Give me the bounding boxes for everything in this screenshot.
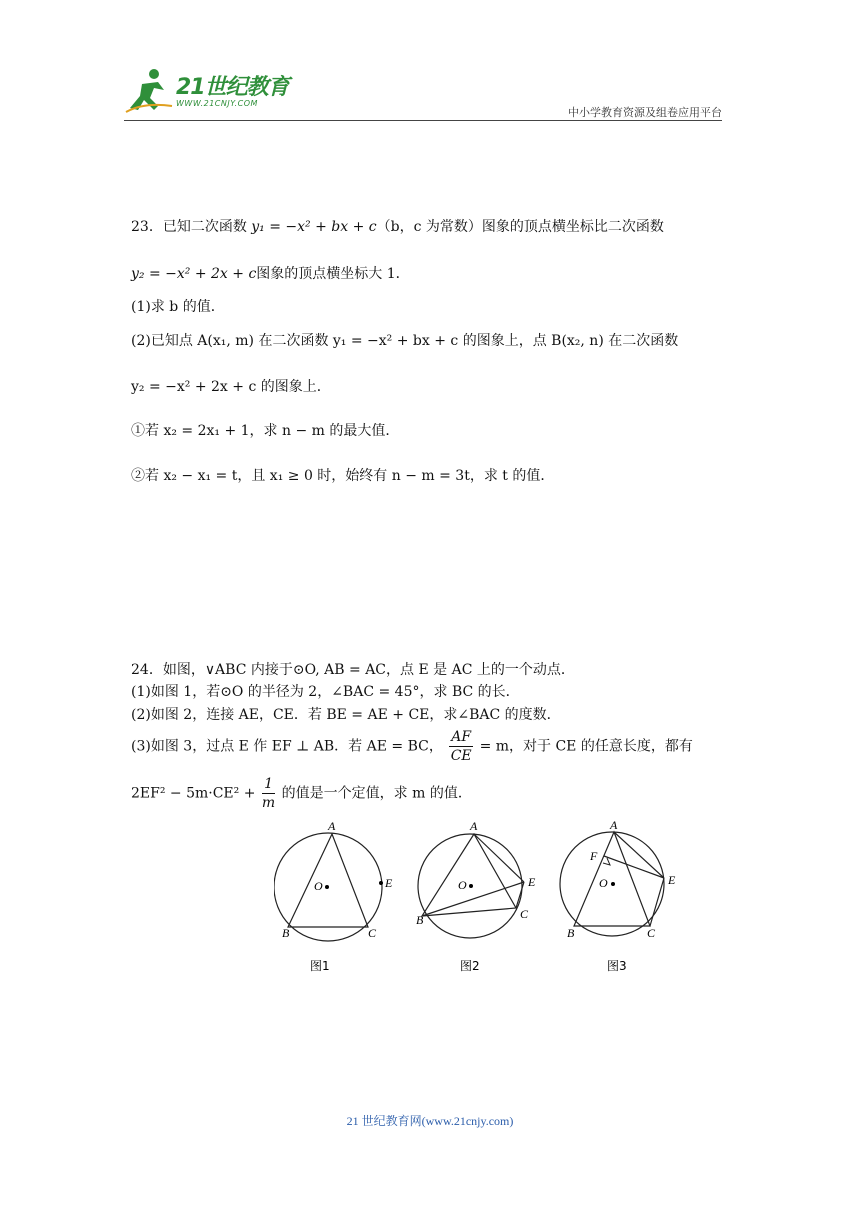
q23-part2-sub2: ②若 x₂ − x₁ = t，且 x₁ ≥ 0 时，始终有 n − m = 3t，求 t 的值． xyxy=(131,468,555,484)
platform-label: 中小学教育资源及组卷应用平台 xyxy=(568,106,722,119)
fig1-label-b: B xyxy=(282,926,290,940)
q24-part1: (1)如图 1，若⊙O 的半径为 2，∠BAC = 45°，求 BC 的长． xyxy=(131,684,520,700)
fig3-label-f: F xyxy=(590,849,598,863)
fig3-caption: 图3 xyxy=(607,959,627,973)
fig2-label-o: O xyxy=(458,878,467,892)
fig2-label-a: A xyxy=(470,820,478,833)
fraction-1-m: $\frac{1}{m}$ xyxy=(261,776,276,811)
q24-part3-line1: (3)如图 3，过点 E 作 EF ⊥ AB．若 AE = BC， $\frac{AF}{CE}$ = m，对于 CE 的任意长度，都有 xyxy=(131,729,693,764)
q24-part3-line2: 2EF² − 5m·CE² + $\frac{1}{m}$ 的值是一个定值，求 m 的值． xyxy=(131,776,472,811)
fig2-caption: 图2 xyxy=(460,959,480,973)
q23-line2: y₂ = −x² + 2x + c图象的顶点横坐标大 1． xyxy=(131,266,410,282)
fig1-label-e: E xyxy=(385,876,393,890)
logo-url: WWW.21CNJY.COM xyxy=(176,99,258,108)
footer-link[interactable]: 21 世纪教育网(www.21cnjy.com) xyxy=(346,1114,514,1128)
fig2-label-e: E xyxy=(528,875,536,889)
figure-2 xyxy=(416,820,536,973)
q24-line1: 24．如图，∨ABC 内接于⊙O, AB = AC，点 E 是 AC 上的一个动点． xyxy=(131,662,575,678)
q23-part2-sub1: ①若 x₂ = 2x₁ + 1，求 n − m 的最大值． xyxy=(131,423,400,439)
fig3-label-o: O xyxy=(599,876,608,890)
q23-line1: 23．已知二次函数 y₁ = −x² + bx + c（b，c 为常数）图象的顶点横坐标比二次函数 xyxy=(131,219,664,235)
fig3-label-e: E xyxy=(668,873,676,887)
fig3-label-b: B xyxy=(567,926,575,940)
fig2-label-c: C xyxy=(520,907,529,921)
header-divider xyxy=(124,120,722,121)
geometry-figures xyxy=(274,820,694,980)
q23-part2-line2: y₂ = −x² + 2x + c 的图象上． xyxy=(131,379,331,395)
q24-part2: (2)如图 2，连接 AE，CE．若 BE = AE + CE，求∠BAC 的度数． xyxy=(131,707,561,723)
fig3-label-a: A xyxy=(610,820,618,832)
figure-1 xyxy=(274,820,393,973)
q23-part2-line1: (2)已知点 A(x₁, m) 在二次函数 y₁ = −x² + bx + c 的图象上，点 B(x₂, n) 在二次函数 xyxy=(131,333,679,349)
figure-3 xyxy=(560,820,676,973)
fig3-label-c: C xyxy=(647,926,656,940)
runner-logo-icon xyxy=(124,66,176,116)
fraction-af-ce: $\frac{AF}{CE}$ xyxy=(450,729,472,764)
site-logo xyxy=(124,66,294,120)
fig1-caption: 图1 xyxy=(310,959,330,973)
fig1-label-o: O xyxy=(314,879,323,893)
fig1-label-c: C xyxy=(368,926,377,940)
q23-part1: (1)求 b 的值． xyxy=(131,299,225,315)
logo-text: 21世纪教育 xyxy=(176,75,289,100)
fig2-label-b: B xyxy=(416,913,424,927)
fig1-label-a: A xyxy=(328,820,336,833)
